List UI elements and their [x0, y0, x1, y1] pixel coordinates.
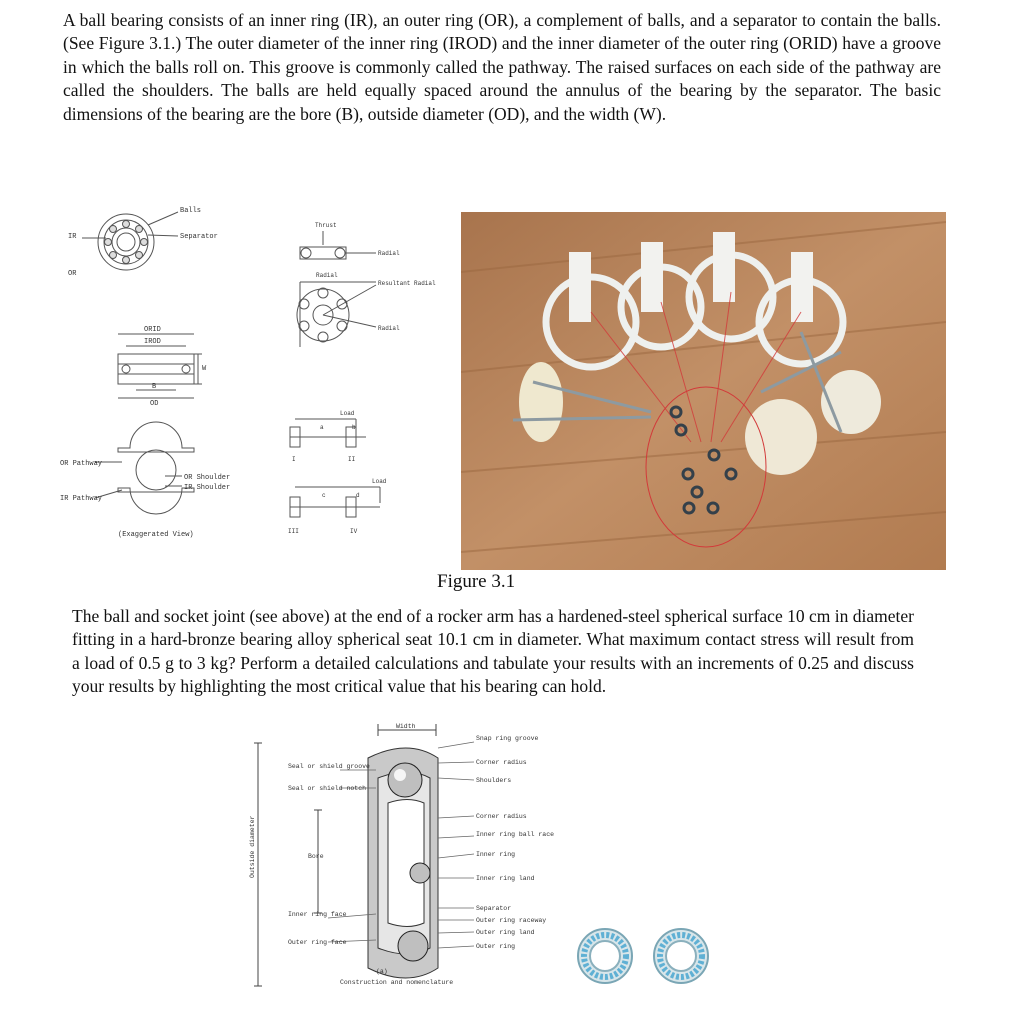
inner-ring-label: Inner ring: [476, 851, 516, 858]
radial-mid-label: Radial: [316, 272, 338, 279]
roman-i-label: I: [292, 456, 296, 463]
figure-caption: Figure 3.1: [437, 571, 516, 592]
radial-top-label: Radial: [378, 250, 400, 257]
separator-label: Separator: [476, 905, 512, 912]
resultant-radial-label: Resultant Radial: [378, 280, 436, 287]
load-diagram: [280, 215, 465, 545]
balls-label: Balls: [180, 207, 202, 215]
blue-bearings-image: [575, 925, 715, 987]
outer-ring-face-label: Outer ring face: [288, 939, 347, 946]
nomenclature-caption: Construction and nomenclature: [340, 979, 454, 986]
snap-ring-groove-label: Snap ring groove: [476, 735, 539, 742]
inner-ring-ball-race-label: Inner ring ball race: [476, 831, 555, 838]
ir-shoulder-label: IR Shoulder: [184, 484, 231, 492]
seal-notch-label: Seal or shield notch: [288, 785, 367, 792]
corner-radius-label-2: Corner radius: [476, 813, 527, 820]
radial-right-label: Radial: [378, 325, 400, 332]
intro-paragraph: A ball bearing consists of an inner ring (IR), an outer ring (OR), a complement of balls, and a separator to contain the balls. (See Figure 3.1.) The outer diameter of the inner ring (IROD) and the inner diameter of the outer ring (ORID) have a groove in which the balls roll on. This groove is commonly called the pathway. The raised surfaces on each side of the pathway are called the shoulders. The balls are held equally spaced around the annulus of the bearing by the separator. The basic dimensions of the bearing are the bore (B), outside diameter (OD), and the width (W).: [63, 10, 941, 124]
inner-ring-face-label: Inner ring face: [288, 911, 347, 918]
inner-ring-land-label: Inner ring land: [476, 875, 535, 882]
c-label: c: [322, 492, 326, 499]
load-label-1: Load: [340, 410, 355, 417]
a-label: a: [320, 424, 324, 431]
roman-ii-label: II: [348, 456, 356, 463]
bearing-nomenclature-diagram: [248, 718, 558, 988]
outer-ring-land-label: Outer ring land: [476, 929, 535, 936]
shoulders-label: Shoulders: [476, 777, 512, 784]
ir-pathway-label: IR Pathway: [60, 495, 103, 503]
b-label: B: [152, 383, 157, 391]
orid-label: ORID: [144, 326, 161, 334]
outer-ring-raceway-label: Outer ring raceway: [476, 917, 547, 924]
b-dim-label: b: [352, 424, 356, 431]
ir-label: IR: [68, 233, 77, 241]
bearing-schematic-diagram: [60, 200, 285, 545]
roman-iii-label: III: [288, 528, 299, 535]
or-label: OR: [68, 270, 77, 278]
problem-paragraph: The ball and socket joint (see above) at the end of a rocker arm has a hardened-steel spherical surface 10 cm in diameter fitting in a hard-bronze bearing alloy spherical seat 10.1 cm in diameter. What maximum contact stress will result from a load of 0.5 g to 3 kg? Perform a detailed calculations and tabulate your results with an increments of 0.25 and discuss your results by highlighting the most critical value that his bearing can hold.: [72, 606, 914, 697]
corner-radius-label-1: Corner radius: [476, 759, 527, 766]
exaggerated-view-label: (Exaggerated View): [118, 531, 194, 539]
width-label: Width: [396, 723, 416, 730]
od-label: OD: [150, 400, 159, 408]
seal-groove-label: Seal or shield groove: [288, 763, 370, 770]
outside-diameter-label: Outside diameter: [249, 815, 256, 878]
or-pathway-label: OR Pathway: [60, 460, 103, 468]
thrust-label: Thrust: [315, 222, 337, 229]
roman-iv-label: IV: [350, 528, 358, 535]
bore-label: Bore: [308, 853, 324, 860]
load-label-2: Load: [372, 478, 387, 485]
irod-label: IROD: [144, 338, 161, 346]
panel-label: (a): [376, 968, 388, 975]
separator-label: Separator: [180, 233, 218, 241]
d-label: d: [356, 492, 360, 499]
w-label: W: [202, 365, 207, 373]
bearing-model-photo: [461, 212, 946, 570]
outer-ring-label: Outer ring: [476, 943, 516, 950]
or-shoulder-label: OR Shoulder: [184, 474, 231, 482]
